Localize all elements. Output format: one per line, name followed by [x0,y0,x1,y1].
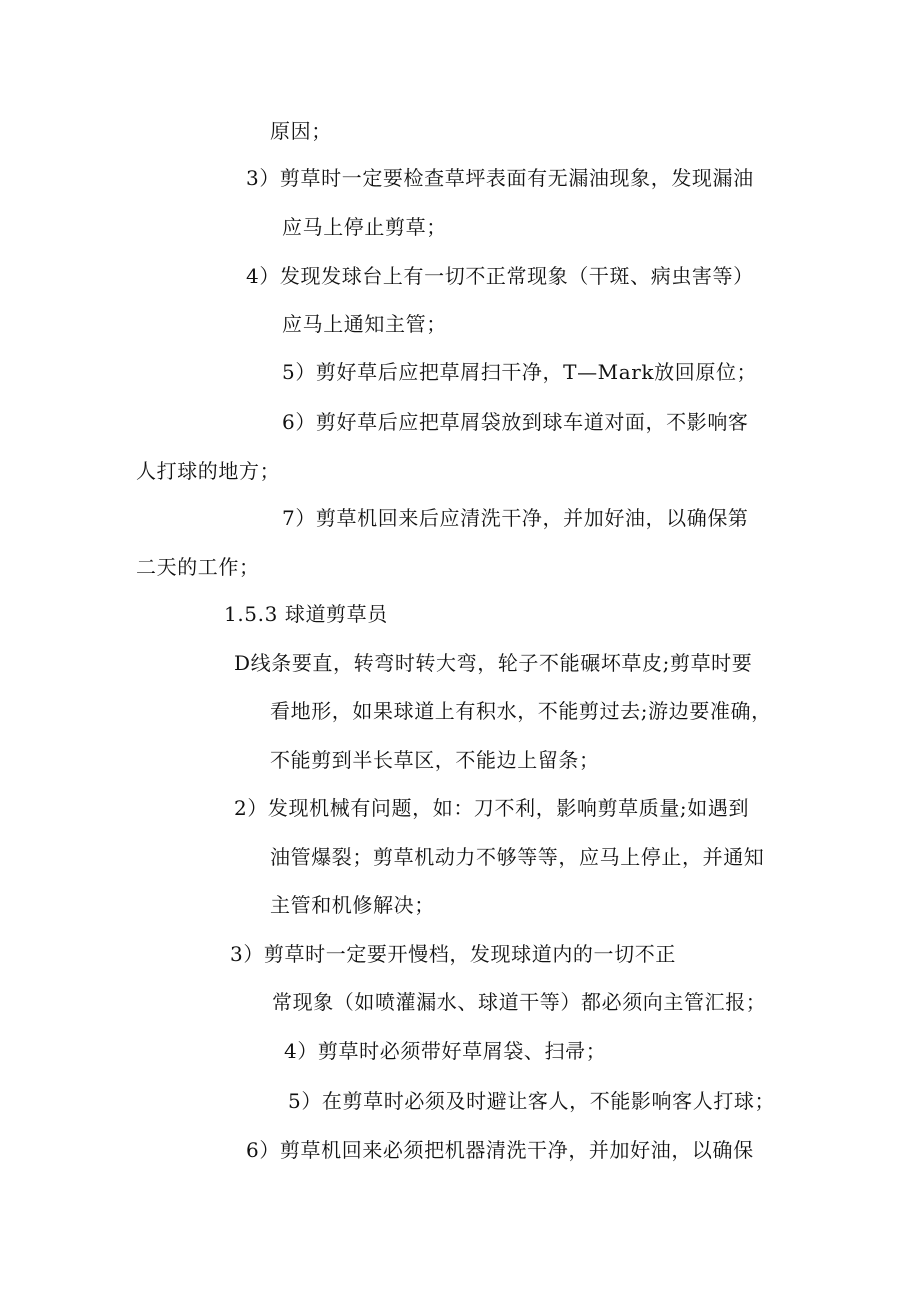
text-line: 不能剪到半长草区，不能边上留条； [270,748,600,772]
text-line: 人打球的地方； [136,459,281,483]
text-line: 5）在剪草时必须及时避让客人，不能影响客人打球； [288,1089,776,1113]
text-line: 2）发现机械有问题，如：刀不利，影响剪草质量;如遇到 [234,796,750,820]
text-line: 看地形，如果球道上有积水，不能剪过去;游边要准确， [270,699,772,723]
text-line: 原因； [270,119,332,143]
text-line: 5）剪好草后应把草屑扫干净，T—Mark放回原位； [282,360,758,384]
text-line: 3）剪草时一定要检查草坪表面有无漏油现象，发现漏油 [246,166,754,190]
text-line: 6）剪好草后应把草屑袋放到球车道对面，不影响客 [282,410,749,434]
text-line: D线条要直，转弯时转大弯，轮子不能碾坏草皮;剪草时要 [234,651,753,675]
text-line: 4）发现发球台上有一切不正常现象（干斑、病虫害等） [246,264,754,288]
text-line: 应马上通知主管； [282,312,447,336]
text-line: 油管爆裂；剪草机动力不够等等，应马上停止，并通知 [270,845,765,869]
text-line: 6）剪草机回来必须把机器清洗干净，并加好油，以确保 [246,1138,754,1162]
text-line: 主管和机修解决； [270,893,435,917]
section-heading: 1.5.3 球道剪草员 [224,602,388,626]
text-line: 常现象（如喷灌漏水、球道干等）都必须向主管汇报； [272,990,767,1014]
text-line: 应马上停止剪草； [282,215,447,239]
text-line: 3）剪草时一定要开慢档，发现球道内的一切不正 [230,942,676,966]
text-line: 7）剪草机回来后应清洗干净，并加好油，以确保第 [282,506,749,530]
text-line: 二天的工作； [136,555,260,579]
text-line: 4）剪草时必须带好草屑袋、扫帚； [284,1039,607,1063]
